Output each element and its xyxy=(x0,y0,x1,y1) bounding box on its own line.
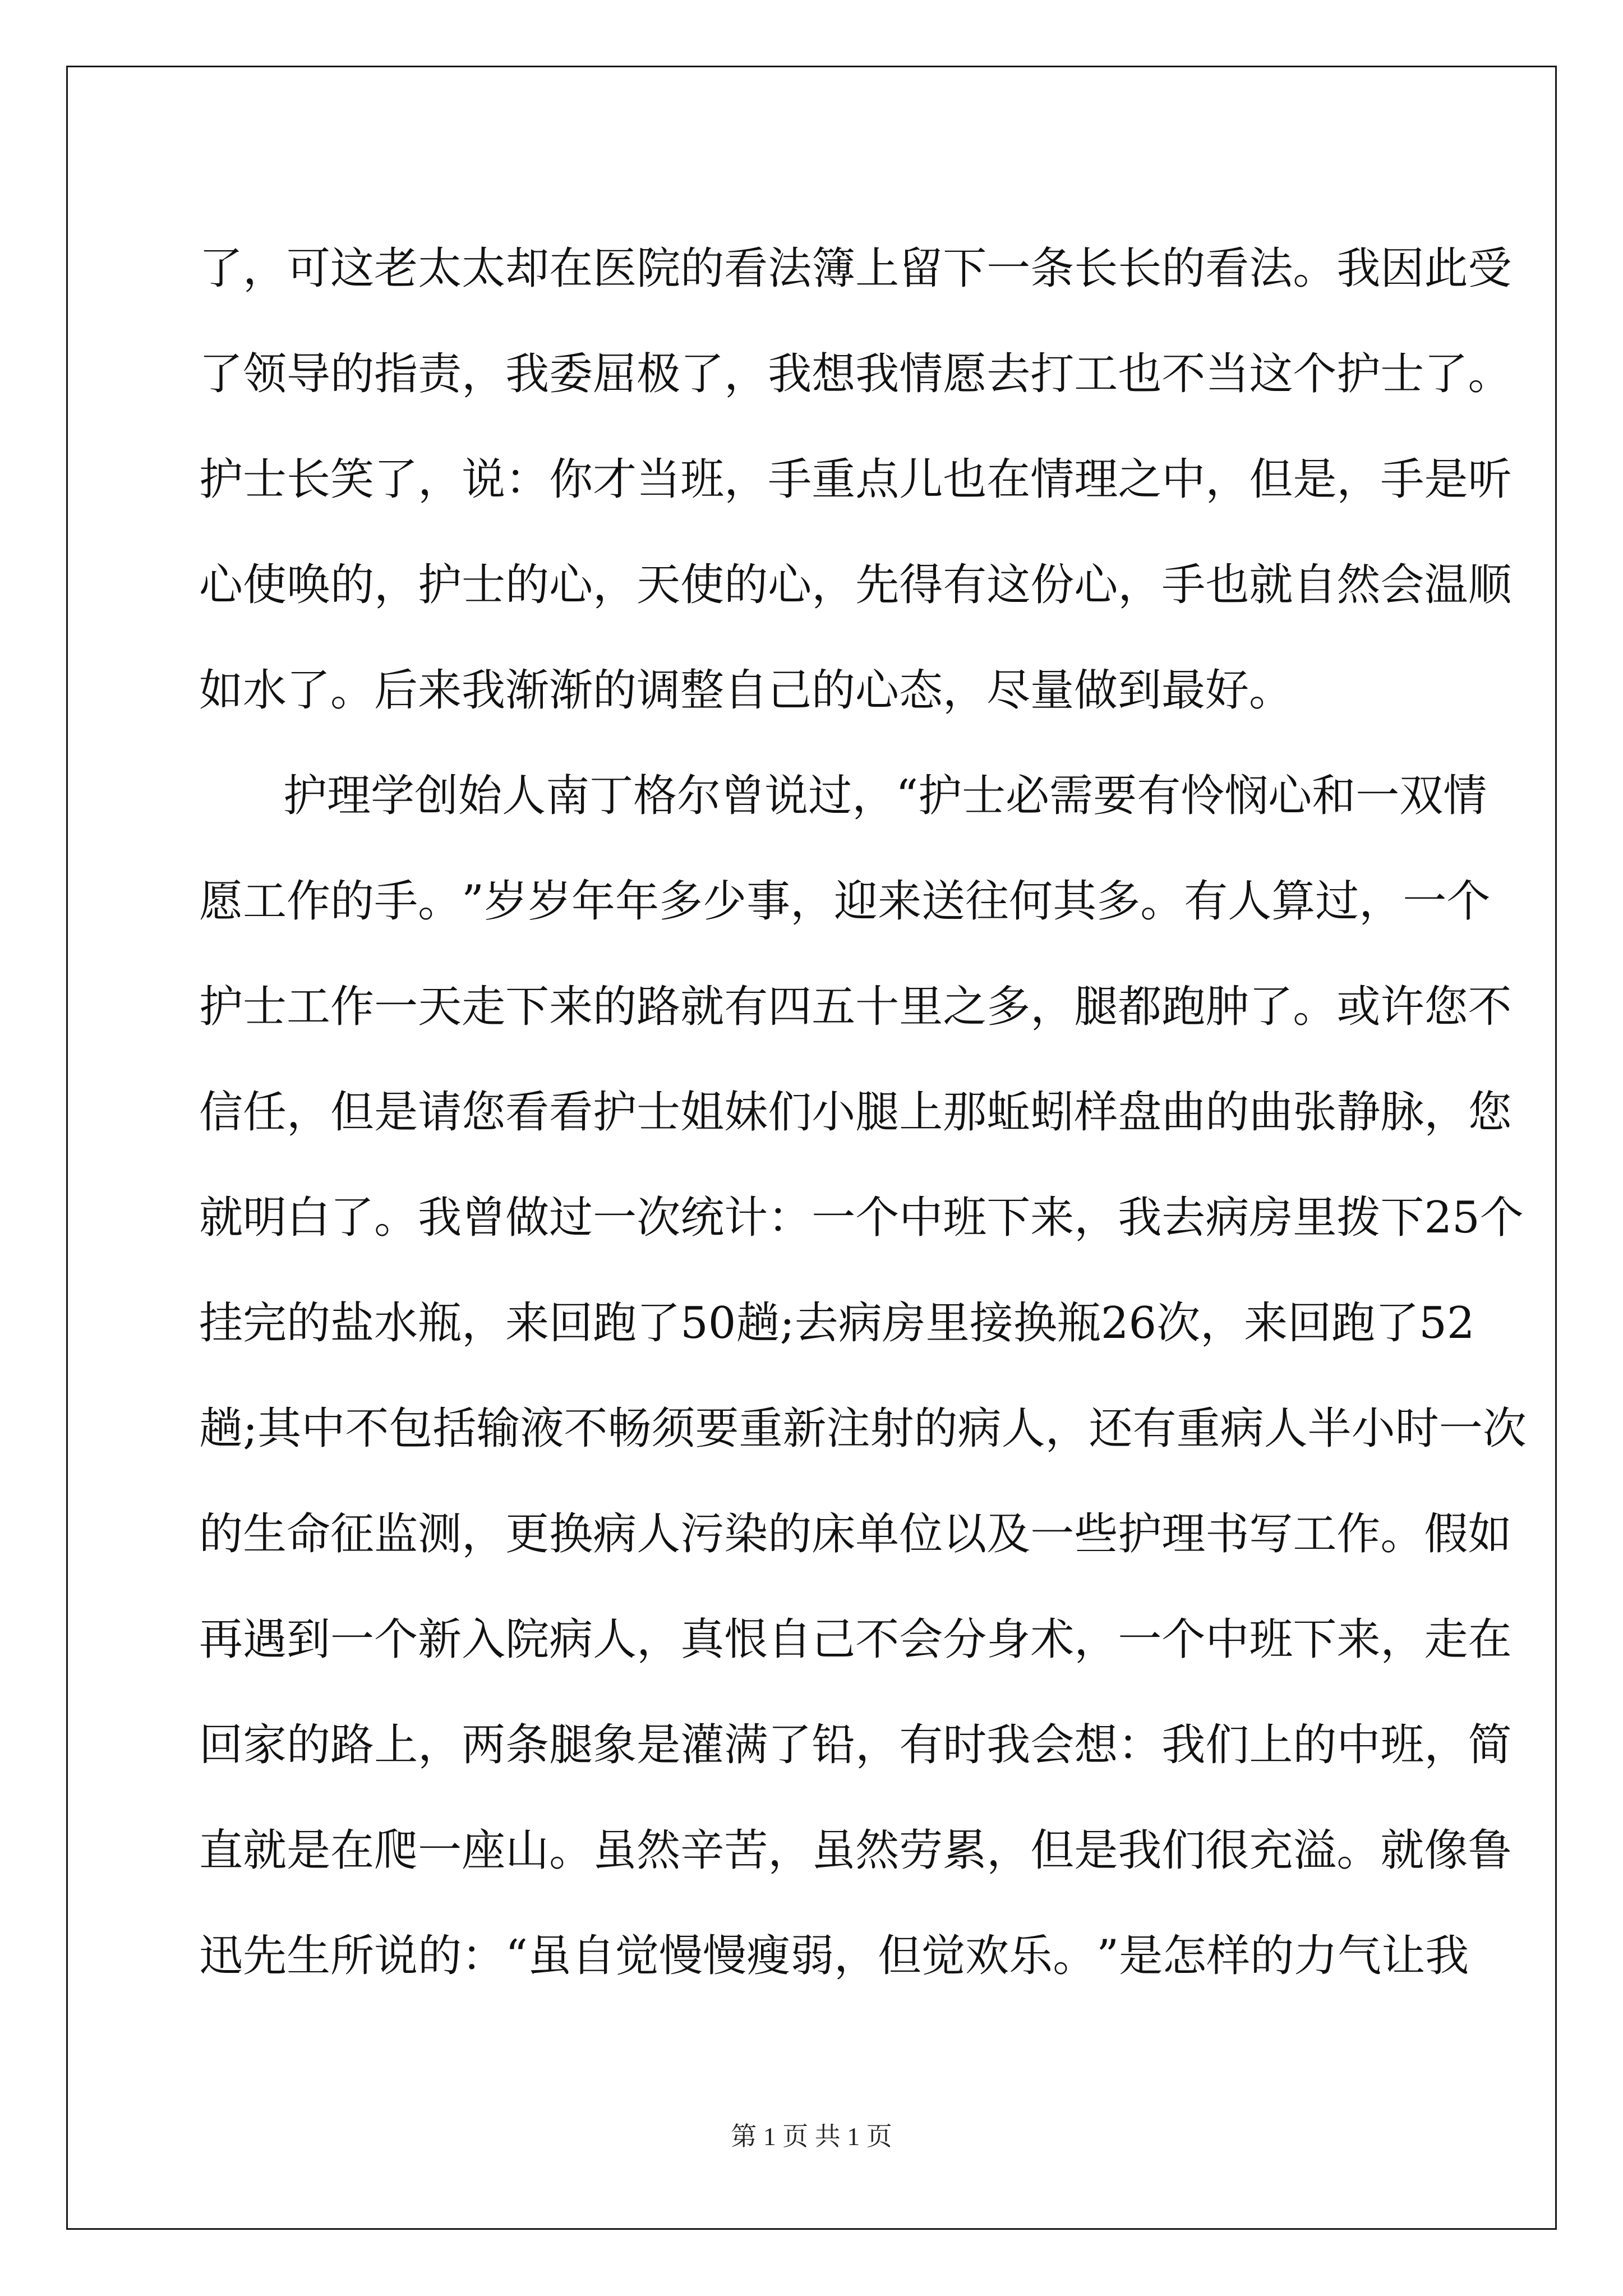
text-line: 再 遇 到 一 个 新 入 院 病 人 ， 真 恨 自 己 不 会 分 身 术 ， 一 个 中 班 下 来 ， 走 在 xyxy=(199,1614,1512,1665)
page-footer: 第 1 页 共 1 页 xyxy=(731,2122,892,2151)
text-line: 如水了。后来我渐渐的调整自己的心态，尽量做到最好。 xyxy=(199,665,1293,716)
text-line: 直 就 是 在 爬 一 座 山 。 虽 然 辛 苦 ， 虽 然 劳 累 ， 但 是 我 们 很 充 溢 。 就 像 鲁 xyxy=(199,1825,1512,1876)
document-body xyxy=(199,216,1527,2009)
text-line: 了 领 导 的 指 责 ， 我 委 屈 极 了 ， 我 想 我 情 愿 去 打 工 也 不 当 这 个 护 士 了 。 xyxy=(199,349,1512,399)
text-line: 趟 ; 其 中 不 包 括 输 液 不 畅 须 要 重 新 注 射 的 病 人 ， 还 有 重 病 人 半 小 时 一 次 xyxy=(199,1404,1527,1454)
text-line: 的 生 命 征 监 测 ， 更 换 病 人 污 染 的 床 单 位 以 及 一 些 护 理 书 写 工 作 。 假 如 xyxy=(199,1509,1512,1559)
text-line: 护 士 工 作 一 天 走 下 来 的 路 就 有 四 五 十 里 之 多 ， 腿 都 跑 肿 了 。 或 许 您 不 xyxy=(199,982,1512,1032)
text-line: 护 士 长 笑 了 ， 说 ： 你 才 当 班 ， 手 重 点 儿 也 在 情 理 之 中 ， 但 是 ， 手 是 听 xyxy=(199,454,1512,505)
text-line: 回 家 的 路 上 ， 两 条 腿 象 是 灌 满 了 铅 ， 有 时 我 会 想 ： 我 们 上 的 中 班 ， 简 xyxy=(199,1720,1512,1770)
text-line: 心 使 唤 的 ， 护 士 的 心 ， 天 使 的 心 ， 先 得 有 这 份 心 ， 手 也 就 自 然 会 温 顺 xyxy=(199,560,1512,610)
text-line: 就 明 白 了 。 我 曾 做 过 一 次 统 计 ： 一 个 中 班 下 来 ， 我 去 病 房 里 拨 下 25 个 xyxy=(199,1193,1524,1243)
text-line: 迅 先 生 所 说 的 ： “ 虽 自 觉 慢 慢 瘦 弱 ， 但 觉 欢 乐 。 ” 是 怎 样 的 力 气 让 我 xyxy=(199,1931,1469,1981)
text-line: 信 任 ， 但 是 请 您 看 看 护 士 姐 妹 们 小 腿 上 那 蚯 蚓 样 盘 曲 的 曲 张 静 脉 ， 您 xyxy=(199,1087,1512,1138)
text-line: 挂 完 的 盐 水 瓶 ， 来 回 跑 了 50 趟 ; 去 病 房 里 接 换 瓶 26 次 ， 来 回 跑 了 52 xyxy=(199,1298,1475,1349)
text-line: 愿 工 作 的 手 。 ” 岁 岁 年 年 多 少 事 ， 迎 来 送 往 何 其 多 。 有 人 算 过 ， 一 个 xyxy=(199,876,1491,927)
text-line: 了 ， 可 这 老 太 太 却 在 医 院 的 看 法 簿 上 留 下 一 条 长 长 的 看 法 。 我 因 此 受 xyxy=(199,243,1512,294)
text-line: 护 理 学 创 始 人 南 丁 格 尔 曾 说 过 ， “ 护 士 必 需 要 有 怜 悯 心 和 一 双 情 xyxy=(283,771,1487,821)
